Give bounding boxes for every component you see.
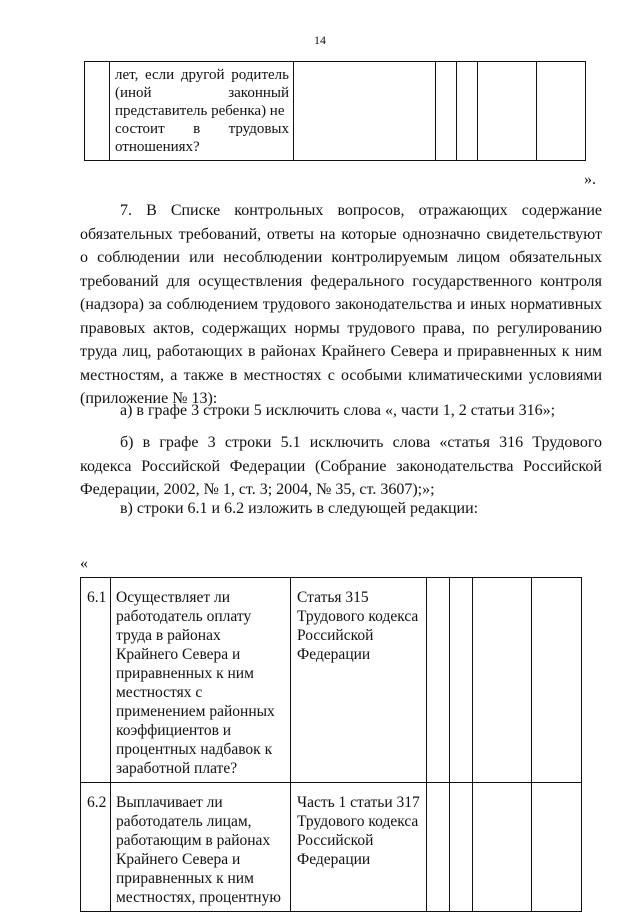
paragraph-item-b: б) в графе 3 строки 5.1 исключить слова «статья 316 Трудового кодекса Российской Федерации (Собрание законодательства Российской Федерации, 2002, № 1, ст. 3; 2004, № 35, ст. 3607);»; [80, 434, 602, 498]
paragraph-item-a: а) в графе 3 строки 5 исключить слова «, части 1, 2 статьи 316»; [120, 402, 556, 419]
table-cell-number: 6.1 [81, 578, 111, 783]
table-cell-answer-na [478, 62, 537, 161]
table-cell-answer-yes [427, 783, 450, 912]
table-cell-reference: Статья 315 Трудового кодекса Российской Федерации [291, 578, 427, 783]
table-cell-answer-yes [427, 578, 450, 783]
table-cell-note [537, 62, 586, 161]
table-cell-number: 6.2 [81, 783, 111, 912]
table-cell-note [532, 578, 582, 783]
table-row [81, 578, 582, 783]
replacement-table [80, 577, 582, 912]
table-cell-reference: Часть 1 статьи 317 Трудового кодекса Российской Федерации [291, 783, 427, 912]
question-line: отношениях? [115, 139, 200, 155]
opening-quote: « [80, 555, 88, 572]
question-line: лет, если другой родитель [115, 67, 289, 83]
table-cell-answer-yes [436, 62, 457, 161]
table-cell-question: Осуществляет ли работодатель оплату труда в районах Крайнего Севера и приравненных к ним местностях с применением районных коэффициентов и процентных надбавок к заработной плате? [111, 578, 291, 783]
table-cell-answer-na [473, 783, 532, 912]
table-cell-question [110, 62, 294, 161]
table-cell-answer-no [457, 62, 478, 161]
page-number: 14 [314, 33, 326, 47]
paragraph-item-v: в) строки 6.1 и 6.2 изложить в следующей редакции: [120, 500, 479, 517]
question-line: представитель ребенка) не [115, 103, 285, 119]
table-cell-note [532, 783, 582, 912]
table-cell-question: Выплачивает ли работодатель лицам, работающим в районах Крайнего Севера и приравненных к ним местностях, процентную [111, 783, 291, 912]
continued-table [84, 61, 586, 161]
table-cell-answer-no [450, 783, 473, 912]
closing-quote: ». [584, 171, 596, 188]
question-line: состоит в трудовых [115, 121, 289, 137]
paragraph-item-7: 7. В Списке контрольных вопросов, отражающих содержание обязательных требований, ответы на которые однозначно свидетельствуют о соблюдении или несоблюдении контролируемым лицом обязательных требований для осуществления федерального государственного контроля (надзора) за соблюдением трудового законодательства и иных нормативных правовых актов, содержащих нормы трудового права, по регулированию труда лиц, работающих в районах Крайнего Севера и приравненных к ним местностям, а также в местностях с особыми климатическими условиями (приложение № 13): [80, 202, 602, 407]
table-cell-answer-no [450, 578, 473, 783]
table-row [85, 62, 586, 161]
table-cell-reference [294, 62, 436, 161]
table-cell-answer-na [473, 578, 532, 783]
table-row [81, 783, 582, 912]
question-line: (иной законный [115, 85, 289, 101]
table-cell-number [85, 62, 110, 161]
